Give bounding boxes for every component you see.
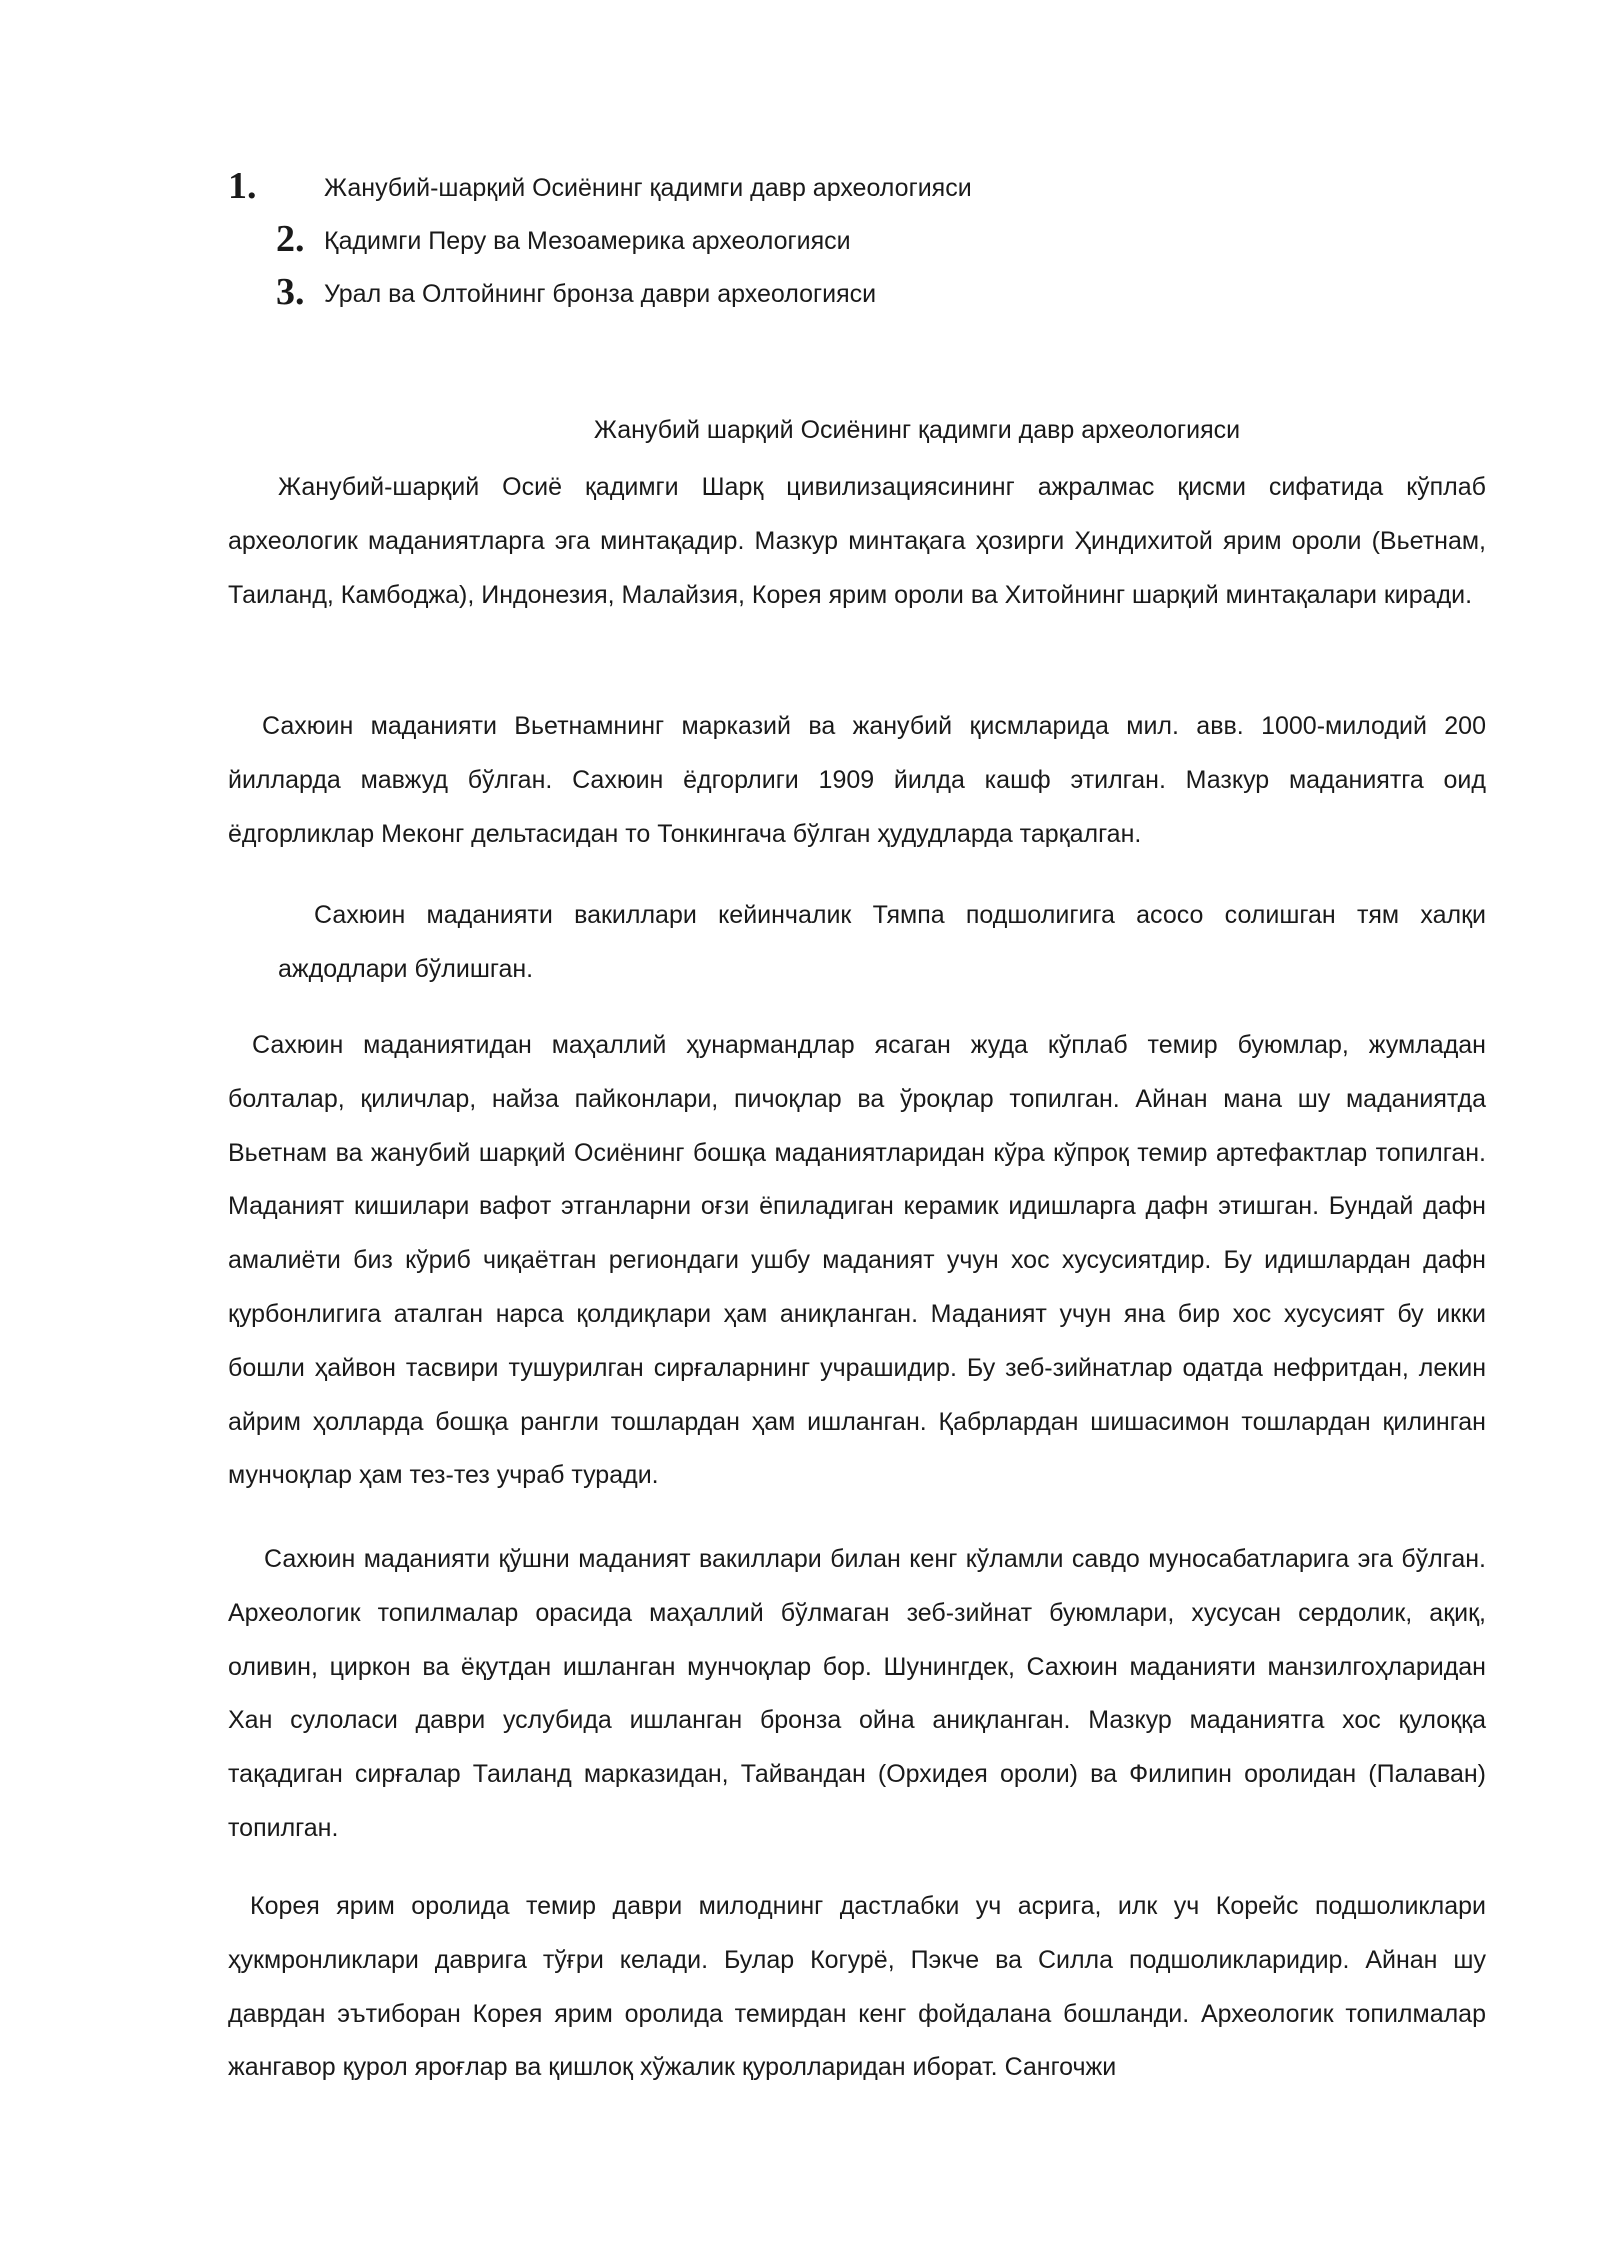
outline-text: Жанубий-шарқий Осиёнинг қадимги давр археологияси (324, 174, 972, 202)
outline-number: 3. (276, 271, 305, 313)
outline-item (228, 160, 1328, 213)
outline-text: Урал ва Олтойнинг бронза даври археологияси (324, 280, 877, 308)
paragraph: Корея ярим оролида темир даври милоднинг дастлабки уч асрига, илк уч Корейс подшоликлари ҳукмронликлари даврига тўғри келади. Булар Когурё, Пэкче ва Силла подшоликларидир. Айнан шу даврдан эътиборан Корея ярим оролида темирдан кенг фойдалана бошланди. Археологик топилмалар жангавор қурол яроғлар ва қишлоқ хўжалик қуролларидан иборат. Сангочжи (228, 1892, 1486, 2082)
paragraph: Сахюин маданияти Вьетнамнинг марказий ва жанубий қисмларида мил. авв. 1000-милодий 200 йилларда мавжуд бўлган. Сахюин ёдгорлиги 1909 йилда кашф этилган. Мазкур маданиятга оид ёдгорликлар Меконг дельтасидан то Тонкингача бўлган ҳудудларда тарқалган. (228, 712, 1486, 848)
outline-number: 1. (228, 165, 257, 207)
paragraph: Жанубий-шарқий Осиё қадимги Шарқ цивилизациясининг ажралмас қисми сифатида кўплаб археологик маданиятларга эга минтақадир. Мазкур минтақага ҳозирги Ҳиндихитой ярим ороли (Вьетнам, Таиланд, Камбоджа), Индонезия, Малайзия, Корея ярим ороли ва Хитойнинг шарқий минтақалари киради. (228, 473, 1486, 609)
outline-item (228, 266, 1328, 319)
outline-text: Қадимги Перу ва Мезоамерика археологияси (324, 227, 851, 255)
paragraph: Сахюин маданиятидан маҳаллий ҳунармандлар ясаган жуда кўплаб темир буюмлар, жумладан болталар, қиличлар, найза пайконлари, пичоқлар ва ўроқлар топилган. Айнан мана шу маданиятда Вьетнам ва жанубий шарқий Осиёнинг бошқа маданиятларидан кўра кўпроқ темир артефактлар топилган. Маданият кишилари вафот этганларни оғзи ёпиладиган керамик идишларга дафн этишган. Бундай дафн амалиёти биз кўриб чиқаётган региондаги ушбу маданият учун хос хусусиятдир. Бу идишлардан дафн қурбонлигига аталган нарса қолдиқлари ҳам аниқланган. Маданият учун яна бир хос хусусият бу икки бошли ҳайвон тасвири тушурилган сирғаларнинг учрашидир. Бу зеб-зийнатлар одатда нефритдан, лекин айрим ҳолларда бошқа рангли тошлардан ҳам ишланган. Қабрлардан шишасимон тошлардан қилинган мунчоқлар ҳам тез-тез учраб туради. (228, 1031, 1486, 1490)
outline-item (228, 213, 1328, 266)
paragraph: Сахюин маданияти қўшни маданият вакиллари билан кенг кўламли савдо муносабатларига эга бўлган. Археологик топилмалар орасида маҳаллий бўлмаган зеб-зийнат буюмлари, хусусан сердолик, ақиқ, оливин, циркон ва ёқутдан ишланган мунчоқлар бор. Шунингдек, Сахюин маданияти манзилгоҳларидан Хан сулоласи даври услубида ишланган бронза ойна аниқланган. Мазкур маданиятга хос қулоққа тақадиган сирғалар Таиланд марказидан, Тайвандан (Орхидея ороли) ва Филипин оролидан (Палаван) топилган. (228, 1545, 1486, 1842)
section-title: Жанубий шарқий Осиёнинг қадимги давр археологияси (593, 416, 1241, 444)
topic-outline (228, 160, 1328, 319)
outline-number: 2. (276, 218, 305, 260)
paragraph: Сахюин маданияти вакиллари кейинчалик Тямпа подшолигига асосо солишган тям халқи аждодлари бўлишган. (278, 901, 1486, 983)
